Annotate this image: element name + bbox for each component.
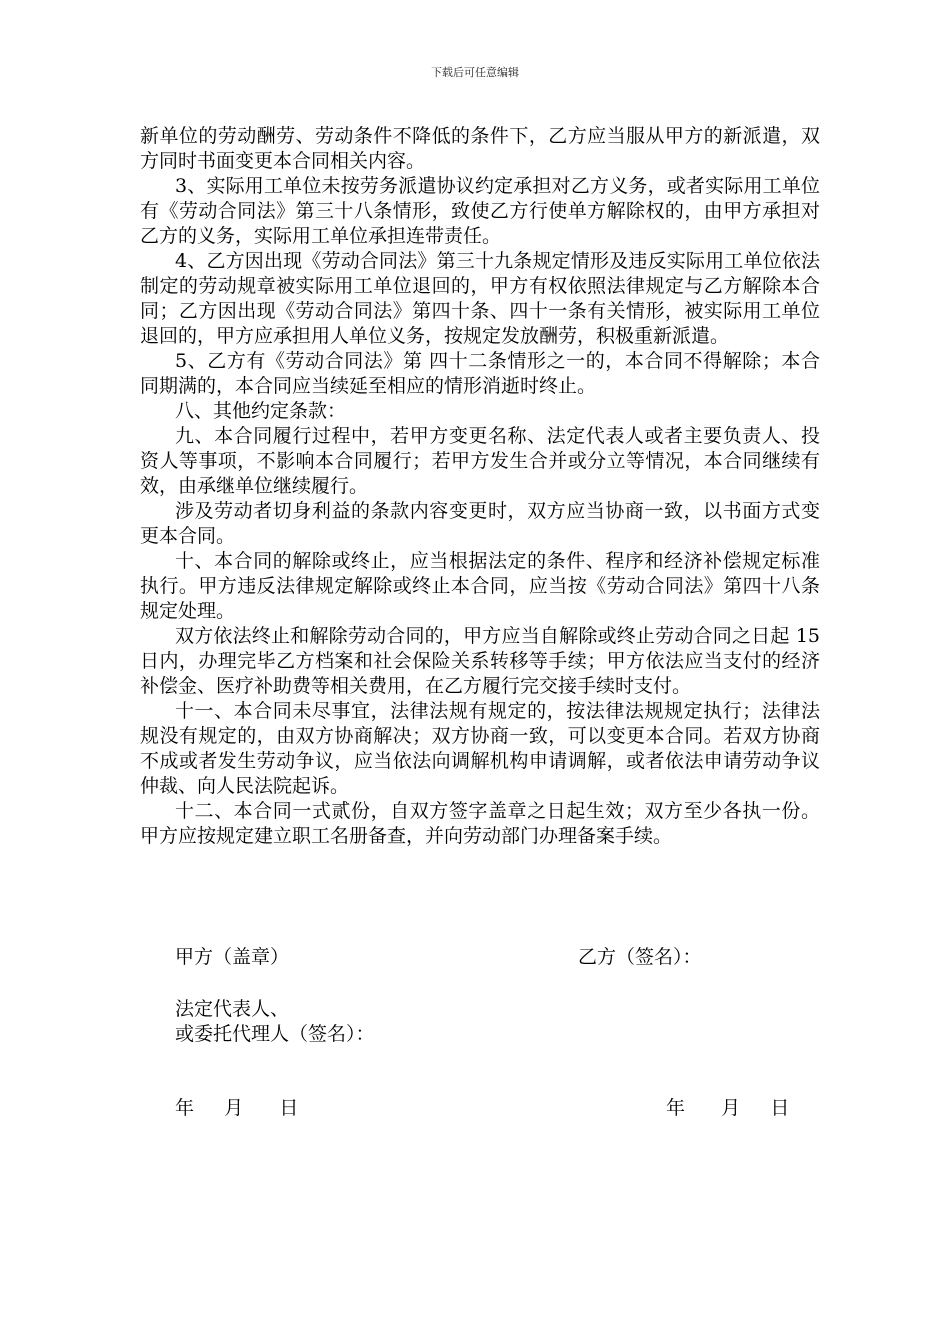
paragraph: 涉及劳动者切身利益的条款内容变更时，双方应当协商一致，以书面方式变更本合同。	[140, 500, 820, 547]
contract-body	[140, 124, 820, 849]
party-b-signature-label: 乙方（签名）：	[578, 946, 702, 968]
party-b-date: 年 月 日	[666, 1097, 790, 1119]
paragraph: 4、乙方因出现《劳动合同法》第三十九条规定情形及违反实际用工单位依法制定的劳动规章被实际用工单位退回的，甲方有权依照法律规定与乙方解除本合同；乙方因出现《劳动合同法》第四十条、四十一条有关情形，被实际用工单位退回的，甲方应承担用人单位义务，按规定发放酬劳，积极重新派遣。	[140, 250, 820, 347]
paragraph: 九、本合同履行过程中，若甲方变更名称、法定代表人或者主要负责人、投资人等事项，不影响本合同履行；若甲方发生合并或分立等情况，本合同继续有效，由承继单位继续履行。	[140, 425, 820, 497]
legal-representative-label: 法定代表人、	[175, 998, 290, 1020]
paragraph: 十、本合同的解除或终止，应当根据法定的条件、程序和经济补偿规定标准执行。甲方违反法律规定解除或终止本合同，应当按《劳动合同法》第四十八条规定处理。	[140, 550, 820, 622]
paragraph: 八、其他约定条款：	[175, 400, 347, 422]
party-a-seal-label: 甲方（盖章）	[175, 946, 290, 968]
paragraph: 双方依法终止和解除劳动合同的，甲方应当自解除或终止劳动合同之日起 15 日内，办理完毕乙方档案和社会保险关系转移等手续；甲方依法应当支付的经济补偿金、医疗补助费等相关费用，在乙方履行完交接手续时支付。	[140, 625, 820, 697]
page-header: 下载后可任意编辑	[431, 66, 519, 79]
paragraph: 5、乙方有《劳动合同法》第 四十二条情形之一的，本合同不得解除；本合同期满的，本合同应当续延至相应的情形消逝时终止。	[140, 350, 820, 397]
paragraph: 十二、本合同一式贰份，自双方签字盖章之日起生效；双方至少各执一份。甲方应按规定建立职工名册备查，并向劳动部门办理备案手续。	[140, 800, 820, 847]
paragraph: 新单位的劳动酬劳、劳动条件不降低的条件下，乙方应当服从甲方的新派遣，双方同时书面变更本合同相关内容。	[140, 125, 820, 172]
party-a-date: 年 月 日	[175, 1097, 299, 1119]
paragraph: 十一、本合同未尽事宜，法律法规有规定的，按法律法规规定执行；法律法规没有规定的，由双方协商解决；双方协商一致，可以变更本合同。若双方协商不成或者发生劳动争议，应当依法向调解机构申请调解，或者依法申请劳动争议仲裁、向人民法院起诉。	[140, 700, 820, 797]
paragraph: 3、实际用工单位未按劳务派遣协议约定承担对乙方义务，或者实际用工单位有《劳动合同法》第三十八条情形，致使乙方行使单方解除权的，由甲方承担对乙方的义务，实际用工单位承担连带责任。	[140, 175, 820, 247]
authorized-agent-label: 或委托代理人（签名）：	[175, 1023, 375, 1045]
